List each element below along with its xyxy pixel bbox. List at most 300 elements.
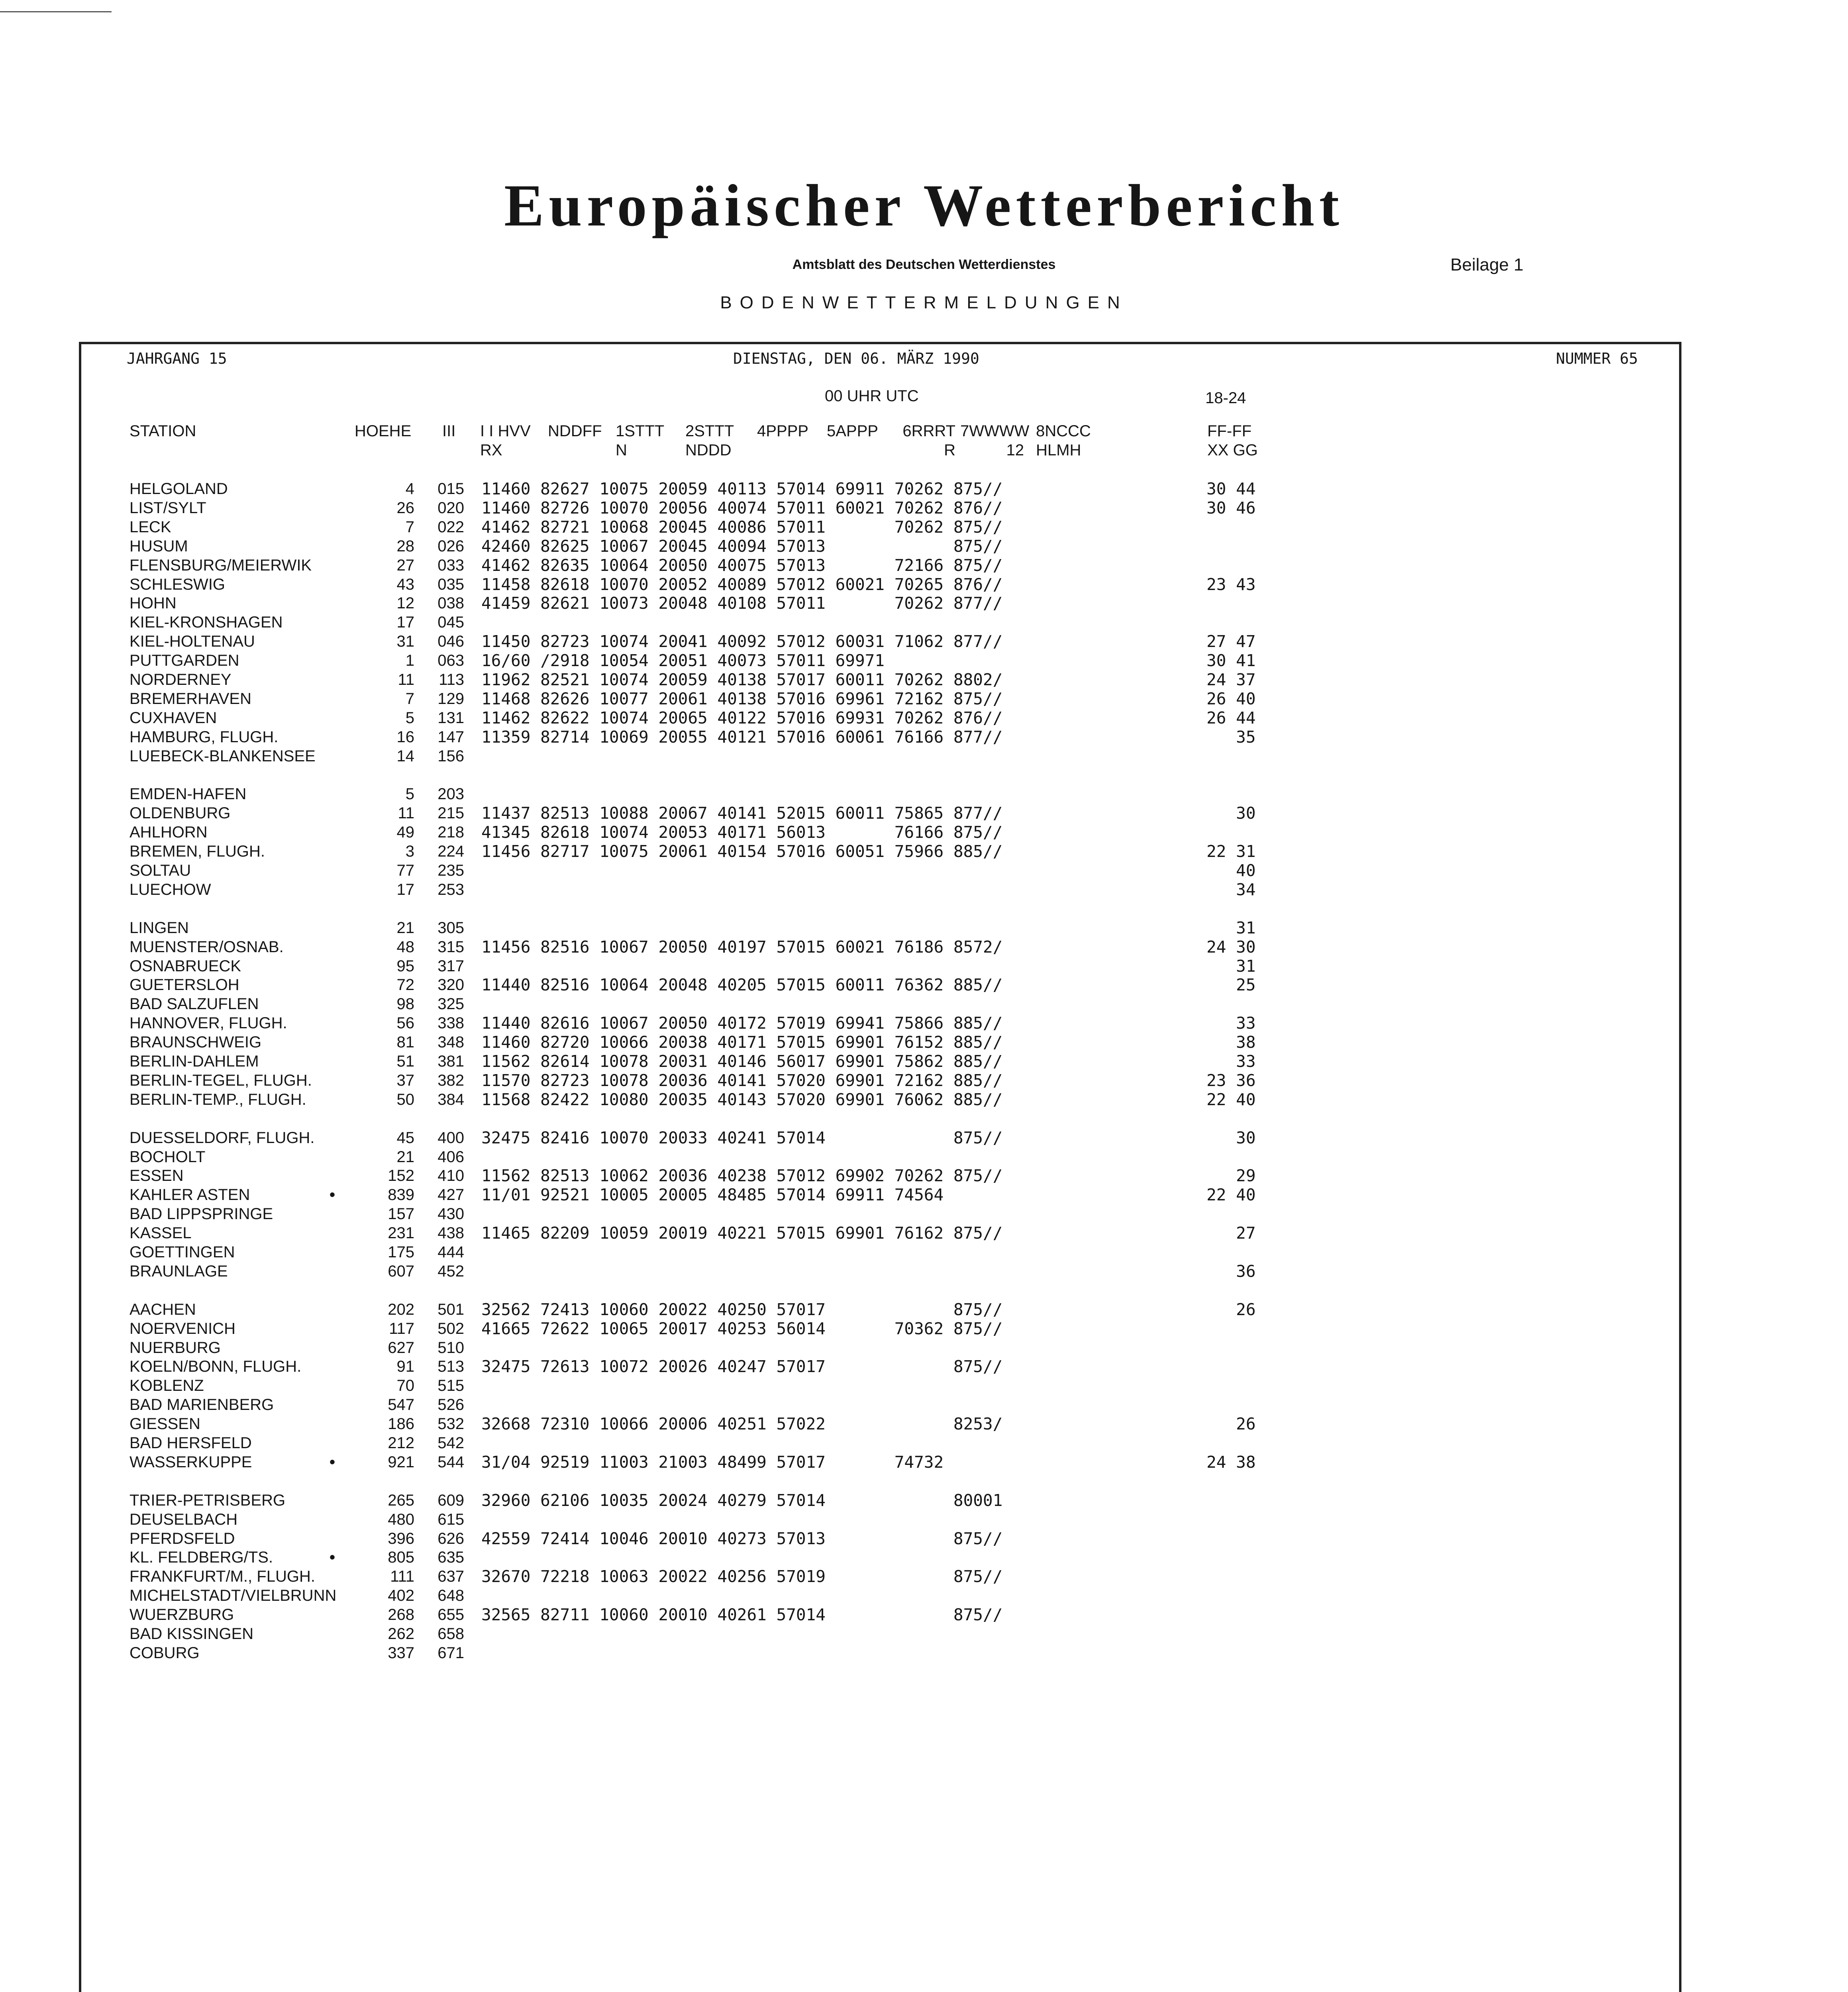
station-name: BERLIN-DAHLEM: [129, 1053, 259, 1070]
station-height: 111: [390, 1568, 414, 1585]
station-name: LUECHOW: [129, 881, 211, 898]
wind-gust-groups: 31: [1206, 957, 1256, 976]
observation-groups: 11460 82726 10070 20056 40074 57011 60021 70262 876//: [481, 498, 1003, 518]
station-name: HOHN: [129, 594, 177, 612]
col-7wwww: 7WWWW 12: [960, 422, 1030, 459]
station-height: 265: [388, 1492, 414, 1509]
station-index: 382: [437, 1072, 464, 1089]
station-name: SOLTAU: [129, 862, 191, 879]
station-index: 224: [437, 843, 464, 860]
table-row: [0, 861, 1848, 880]
station-index: 020: [437, 499, 464, 517]
table-row: [0, 670, 1848, 689]
table-row: [0, 727, 1848, 747]
wind-gust-groups: 33: [1206, 1014, 1256, 1033]
station-height: 70: [396, 1377, 414, 1394]
observation-groups: 32475 72613 10072 20026 40247 57017 875//: [481, 1357, 1003, 1376]
station-index: 515: [437, 1377, 464, 1394]
observation-groups: 41665 72622 10065 20017 40253 56014 70362 875//: [481, 1319, 1003, 1338]
wind-gust-groups: 22 31: [1206, 842, 1256, 861]
station-index: 156: [437, 747, 464, 765]
station-name: BAD LIPPSPRINGE: [129, 1205, 273, 1223]
table-row: [0, 1433, 1848, 1453]
observation-groups: 32475 82416 10070 20033 40241 57014 875//: [481, 1128, 1003, 1147]
station-index: 315: [437, 938, 464, 956]
station-height: 27: [396, 557, 414, 574]
station-name: SCHLESWIG: [129, 576, 226, 593]
station-name: KASSEL: [129, 1224, 192, 1242]
station-name: BAD SALZUFLEN: [129, 995, 259, 1013]
table-row: [0, 556, 1848, 575]
station-height: 11: [398, 804, 414, 822]
station-name: BERLIN-TEMP., FLUGH.: [129, 1091, 306, 1108]
col-5appp: 5APPP: [827, 422, 878, 440]
observation-groups: 32960 62106 10035 20024 40279 57014 80001: [481, 1491, 1003, 1510]
station-index: 320: [437, 976, 464, 994]
station-name: BERLIN-TEGEL, FLUGH.: [129, 1072, 312, 1089]
table-row: [0, 498, 1848, 518]
station-index: 129: [437, 690, 464, 708]
observation-groups: 41459 82621 10073 20048 40108 57011 70262 877//: [481, 594, 1003, 613]
station-height: 21: [396, 919, 414, 937]
wind-gust-groups: 30 44: [1206, 479, 1256, 498]
station-index: 615: [437, 1511, 464, 1528]
col-iihvv: I I HVV RX: [480, 422, 531, 459]
station-index: 542: [437, 1434, 464, 1452]
col-2sttt: 2STTT NDDD: [685, 422, 734, 459]
col-8nccc: 8NCCC HLMH: [1036, 422, 1091, 459]
station-index: 218: [437, 823, 464, 841]
station-index: 235: [437, 862, 464, 879]
table-row: [0, 747, 1848, 766]
station-height: 17: [396, 614, 414, 631]
station-name: KAHLER ASTEN: [129, 1186, 250, 1204]
table-row: [0, 1128, 1848, 1147]
table-row: [0, 1185, 1848, 1204]
station-name: LECK: [129, 518, 171, 536]
observation-groups: 42460 82625 10067 20045 40094 57013 875//: [481, 537, 1003, 556]
table-row: [0, 1643, 1848, 1663]
station-height: 7: [405, 518, 414, 536]
station-name: DEUSELBACH: [129, 1511, 238, 1528]
station-index: 348: [437, 1033, 464, 1051]
station-height: 262: [388, 1625, 414, 1643]
station-height: 14: [396, 747, 414, 765]
station-height: 98: [396, 995, 414, 1013]
observation-groups: 11/01 92521 10005 20005 48485 57014 69911 74564: [481, 1185, 944, 1204]
wind-gust-groups: 30 46: [1206, 498, 1256, 518]
station-index: 317: [437, 957, 464, 975]
station-index: 035: [437, 576, 464, 593]
station-name: AACHEN: [129, 1301, 196, 1318]
station-name: KOBLENZ: [129, 1377, 204, 1394]
col-ff-ff: FF-FF XX GG: [1207, 422, 1258, 459]
wind-gust-groups: 23 36: [1206, 1071, 1256, 1090]
station-name: EMDEN-HAFEN: [129, 785, 247, 803]
observation-groups: 32670 72218 10063 20022 40256 57019 875//: [481, 1567, 1003, 1586]
station-height: 607: [388, 1263, 414, 1280]
table-row: [0, 479, 1848, 498]
table-row: [0, 1491, 1848, 1510]
observation-groups: 42559 72414 10046 20010 40273 57013 875//: [481, 1529, 1003, 1548]
station-index: 671: [437, 1644, 464, 1662]
observation-groups: 11468 82626 10077 20061 40138 57016 69961 72162 875//: [481, 689, 1003, 708]
station-name: PUTTGARDEN: [129, 652, 239, 669]
station-name: BAD MARIENBERG: [129, 1396, 274, 1414]
table-row: [0, 1586, 1848, 1605]
station-height: 77: [396, 862, 414, 879]
station-name: NUERBURG: [129, 1339, 221, 1357]
station-index: 026: [437, 537, 464, 555]
station-index: 502: [437, 1320, 464, 1337]
wind-gust-groups: 38: [1206, 1033, 1256, 1052]
station-name: COBURG: [129, 1644, 200, 1662]
table-row: [0, 575, 1848, 594]
observation-groups: 41345 82618 10074 20053 40171 56013 76166 875//: [481, 823, 1003, 842]
station-index: 131: [437, 709, 464, 727]
table-row: [0, 518, 1848, 537]
station-index: 438: [437, 1224, 464, 1242]
wind-gust-groups: 26 44: [1206, 708, 1256, 727]
station-height: 21: [396, 1148, 414, 1166]
observation-groups: 11962 82521 10074 20059 40138 57017 60011 70262 8802/: [481, 670, 1003, 689]
station-index: 501: [437, 1301, 464, 1318]
station-height: 212: [388, 1434, 414, 1452]
mountain-station-marker: •: [330, 1453, 335, 1471]
station-height: 43: [396, 576, 414, 593]
page-subtitle: Amtsblatt des Deutschen Wetterdienstes: [792, 257, 1056, 272]
observation-groups: 11458 82618 10070 20052 40089 57012 60021 70265 876//: [481, 575, 1003, 594]
station-index: 147: [437, 728, 464, 746]
table-row: [0, 1223, 1848, 1243]
table-row: [0, 1529, 1848, 1548]
wind-gust-groups: 27 47: [1206, 632, 1256, 651]
observation-groups: 11562 82513 10062 20036 40238 57012 69902 70262 875//: [481, 1166, 1003, 1185]
station-name: BREMERHAVEN: [129, 690, 251, 708]
station-name: AHLHORN: [129, 823, 208, 841]
station-index: 063: [437, 652, 464, 669]
station-height: 95: [396, 957, 414, 975]
station-name: BOCHOLT: [129, 1148, 206, 1166]
observation-groups: 11462 82622 10074 20065 40122 57016 69931 70262 876//: [481, 708, 1003, 727]
station-name: BRAUNLAGE: [129, 1263, 228, 1280]
station-index: 510: [437, 1339, 464, 1357]
station-height: 402: [388, 1587, 414, 1604]
station-height: 49: [396, 823, 414, 841]
wind-gust-groups: 24 37: [1206, 670, 1256, 689]
table-row: [0, 1414, 1848, 1433]
period-label: 18-24: [1205, 389, 1246, 407]
table-row: [0, 651, 1848, 670]
date-label: DIENSTAG, DEN 06. MÄRZ 1990: [733, 350, 979, 367]
wind-gust-groups: 22 40: [1206, 1185, 1256, 1204]
station-height: 480: [388, 1511, 414, 1528]
station-name: OLDENBURG: [129, 804, 231, 822]
station-height: 268: [388, 1606, 414, 1623]
observation-groups: 41462 82721 10068 20045 40086 57011 70262 875//: [481, 518, 1003, 537]
station-name: NORDERNEY: [129, 671, 231, 688]
station-height: 921: [388, 1453, 414, 1471]
station-name: FRANKFURT/M., FLUGH.: [129, 1568, 315, 1585]
issue-number: NUMMER 65: [1556, 350, 1638, 367]
observation-groups: 41462 82635 10064 20050 40075 57013 72166 875//: [481, 556, 1003, 575]
observation-groups: 11450 82723 10074 20041 40092 57012 60031 71062 877//: [481, 632, 1003, 651]
table-row: [0, 1453, 1848, 1472]
table-row: [0, 1395, 1848, 1414]
observation-groups: 11437 82513 10088 20067 40141 52015 60011 75865 877//: [481, 804, 1003, 823]
station-name: GIESSEN: [129, 1415, 200, 1433]
station-height: 175: [388, 1243, 414, 1261]
station-name: HUSUM: [129, 537, 188, 555]
station-height: 7: [405, 690, 414, 708]
observation-groups: 32668 72310 10066 20006 40251 57022 8253/: [481, 1414, 1003, 1433]
wind-gust-groups: 24 38: [1206, 1453, 1256, 1472]
table-row: [0, 918, 1848, 937]
wind-gust-groups: 30: [1206, 804, 1256, 823]
col-1sttt: 1STTT N: [616, 422, 665, 459]
wind-gust-groups: 34: [1206, 880, 1256, 899]
station-index: 215: [437, 804, 464, 822]
table-row: [0, 594, 1848, 613]
station-height: 157: [388, 1205, 414, 1223]
table-row: [0, 1548, 1848, 1567]
observation-groups: 11456 82717 10075 20061 40154 57016 60051 75966 885//: [481, 842, 1003, 861]
station-height: 11: [398, 671, 414, 688]
observation-groups: 11465 82209 10059 20019 40221 57015 69901 76162 875//: [481, 1223, 1003, 1243]
table-row: [0, 957, 1848, 976]
station-index: 033: [437, 557, 464, 574]
table-row: [0, 1243, 1848, 1262]
station-name: HELGOLAND: [129, 480, 228, 498]
station-height: 152: [388, 1167, 414, 1184]
station-height: 396: [388, 1530, 414, 1547]
table-row: [0, 1376, 1848, 1395]
station-name: GOETTINGEN: [129, 1243, 235, 1261]
table-row: [0, 994, 1848, 1014]
table-row: [0, 1319, 1848, 1338]
col-nddff: NDDFF: [548, 422, 602, 440]
table-row: [0, 613, 1848, 632]
table-row: [0, 804, 1848, 823]
jahrgang-label: JAHRGANG 15: [127, 350, 227, 367]
wind-gust-groups: 27: [1206, 1223, 1256, 1243]
observation-groups: 11570 82723 10078 20036 40141 57020 69901 72162 885//: [481, 1071, 1003, 1090]
station-name: GUETERSLOH: [129, 976, 239, 994]
station-height: 202: [388, 1301, 414, 1318]
observation-groups: 32565 82711 10060 20010 40261 57014 875//: [481, 1605, 1003, 1624]
station-index: 444: [437, 1243, 464, 1261]
station-height: 51: [396, 1053, 414, 1070]
station-name: MUENSTER/OSNAB.: [129, 938, 284, 956]
station-name: OSNABRUECK: [129, 957, 241, 975]
observation-time: 00 UHR UTC: [825, 387, 919, 405]
station-height: 231: [388, 1224, 414, 1242]
station-index: 406: [437, 1148, 464, 1166]
station-index: 022: [437, 518, 464, 536]
station-height: 627: [388, 1339, 414, 1357]
section-heading: BODENWETTERMELDUNGEN: [720, 293, 1128, 312]
station-height: 12: [396, 594, 414, 612]
table-row: [0, 880, 1848, 899]
station-index: 253: [437, 881, 464, 898]
station-name: TRIER-PETRISBERG: [129, 1492, 286, 1509]
wind-gust-groups: 30: [1206, 1128, 1256, 1147]
station-name: KOELN/BONN, FLUGH.: [129, 1358, 302, 1375]
station-index: 626: [437, 1530, 464, 1547]
station-name: NOERVENICH: [129, 1320, 235, 1337]
table-row: [0, 689, 1848, 708]
station-index: 609: [437, 1492, 464, 1509]
station-name: WASSERKUPPE: [129, 1453, 252, 1471]
station-height: 81: [396, 1033, 414, 1051]
observation-groups: 11440 82516 10064 20048 40205 57015 60011 76362 885//: [481, 975, 1003, 994]
station-name: FLENSBURG/MEIERWIK: [129, 557, 312, 574]
station-height: 186: [388, 1415, 414, 1433]
station-name: LIST/SYLT: [129, 499, 206, 517]
wind-gust-groups: 31: [1206, 918, 1256, 937]
wind-gust-groups: 26: [1206, 1300, 1256, 1319]
station-height: 1: [405, 652, 414, 669]
station-index: 305: [437, 919, 464, 937]
table-row: [0, 1147, 1848, 1167]
station-name: KL. FELDBERG/TS.: [129, 1549, 273, 1566]
station-index: 513: [437, 1358, 464, 1375]
station-height: 805: [388, 1549, 414, 1566]
station-index: 637: [437, 1568, 464, 1585]
station-index: 648: [437, 1587, 464, 1604]
station-index: 203: [437, 785, 464, 803]
table-row: [0, 1033, 1848, 1052]
station-index: 113: [439, 671, 464, 688]
observation-groups: 11359 82714 10069 20055 40121 57016 60061 76166 877//: [481, 727, 1003, 747]
station-index: 544: [437, 1453, 464, 1471]
table-row: [0, 823, 1848, 842]
table-row: [0, 1071, 1848, 1090]
wind-gust-groups: 35: [1206, 727, 1256, 747]
station-name: HANNOVER, FLUGH.: [129, 1014, 287, 1032]
station-index: 325: [437, 995, 464, 1013]
station-height: 337: [388, 1644, 414, 1662]
table-row: [0, 1300, 1848, 1319]
station-height: 16: [396, 728, 414, 746]
col-hoehe: HOEHE: [355, 422, 412, 440]
station-name: LUEBECK-BLANKENSEE: [129, 747, 316, 765]
table-row: [0, 537, 1848, 556]
observation-groups: 16/60 /2918 10054 20051 40073 57011 69971: [481, 651, 885, 670]
wind-gust-groups: 26 40: [1206, 689, 1256, 708]
station-index: 400: [437, 1129, 464, 1147]
station-index: 430: [437, 1205, 464, 1223]
station-height: 5: [405, 709, 414, 727]
station-name: WUERZBURG: [129, 1606, 234, 1623]
table-row: [0, 1090, 1848, 1109]
table-row: [0, 1567, 1848, 1586]
station-index: 384: [437, 1091, 464, 1108]
table-row: [0, 842, 1848, 861]
station-height: 5: [405, 785, 414, 803]
mountain-station-marker: •: [330, 1549, 335, 1566]
wind-gust-groups: 30 41: [1206, 651, 1256, 670]
station-height: 50: [396, 1091, 414, 1108]
observation-groups: 31/04 92519 11003 21003 48499 57017 74732: [481, 1453, 944, 1472]
table-row: [0, 708, 1848, 727]
station-index: 045: [437, 614, 464, 631]
station-height: 91: [396, 1358, 414, 1375]
station-height: 56: [396, 1014, 414, 1032]
table-row: [0, 1262, 1848, 1281]
wind-gust-groups: 22 40: [1206, 1090, 1256, 1109]
station-index: 046: [437, 633, 464, 650]
col-6rrrt: 6RRRT R: [902, 422, 955, 459]
observation-groups: 11568 82422 10080 20035 40143 57020 69901 76062 885//: [481, 1090, 1003, 1109]
station-index: 038: [437, 594, 464, 612]
station-index: 410: [437, 1167, 464, 1184]
table-row: [0, 1166, 1848, 1185]
station-name: MICHELSTADT/VIELBRUNN: [129, 1587, 337, 1604]
station-index: 655: [437, 1606, 464, 1623]
table-row: [0, 1510, 1848, 1529]
station-height: 839: [388, 1186, 414, 1204]
station-index: 532: [437, 1415, 464, 1433]
station-name: BREMEN, FLUGH.: [129, 843, 265, 860]
station-name: BRAUNSCHWEIG: [129, 1033, 262, 1051]
station-index: 338: [437, 1014, 464, 1032]
station-height: 37: [396, 1072, 414, 1089]
station-index: 635: [437, 1549, 464, 1566]
observation-groups: 11440 82616 10067 20050 40172 57019 69941 75866 885//: [481, 1014, 1003, 1033]
station-height: 31: [396, 633, 414, 650]
station-height: 48: [396, 938, 414, 956]
supplement-label: Beilage 1: [1450, 255, 1524, 274]
station-name: LINGEN: [129, 919, 189, 937]
wind-gust-groups: 26: [1206, 1414, 1256, 1433]
station-height: 547: [388, 1396, 414, 1414]
station-height: 3: [405, 843, 414, 860]
wind-gust-groups: 33: [1206, 1052, 1256, 1071]
mountain-station-marker: •: [330, 1186, 335, 1204]
observation-groups: 11460 82720 10066 20038 40171 57015 69901 76152 885//: [481, 1033, 1003, 1052]
observation-groups: 11456 82516 10067 20050 40197 57015 60021 76186 8572/: [481, 937, 1003, 957]
top-rule: [0, 11, 112, 12]
station-height: 17: [396, 881, 414, 898]
station-height: 4: [405, 480, 414, 498]
station-height: 28: [396, 537, 414, 555]
station-name: DUESSELDORF, FLUGH.: [129, 1129, 315, 1147]
table-row: [0, 1624, 1848, 1643]
table-row: [0, 937, 1848, 957]
col-iii: III: [442, 422, 456, 440]
wind-gust-groups: 29: [1206, 1166, 1256, 1185]
station-name: PFERDSFELD: [129, 1530, 235, 1547]
station-index: 526: [437, 1396, 464, 1414]
observation-groups: 32562 72413 10060 20022 40250 57017 875//: [481, 1300, 1003, 1319]
station-name: ESSEN: [129, 1167, 184, 1184]
station-index: 381: [437, 1053, 464, 1070]
observation-groups: 11460 82627 10075 20059 40113 57014 69911 70262 875//: [481, 479, 1003, 498]
station-index: 452: [437, 1263, 464, 1280]
table-row: [0, 784, 1848, 804]
col-4pppp: 4PPPP: [757, 422, 808, 440]
wind-gust-groups: 23 43: [1206, 575, 1256, 594]
table-row: [0, 1204, 1848, 1223]
table-row: [0, 632, 1848, 651]
station-height: 117: [389, 1320, 414, 1337]
station-name: KIEL-KRONSHAGEN: [129, 614, 283, 631]
station-name: HAMBURG, FLUGH.: [129, 728, 279, 746]
wind-gust-groups: 24 30: [1206, 937, 1256, 957]
page-title: Europäischer Wetterbericht: [504, 173, 1344, 239]
table-row: [0, 1338, 1848, 1357]
